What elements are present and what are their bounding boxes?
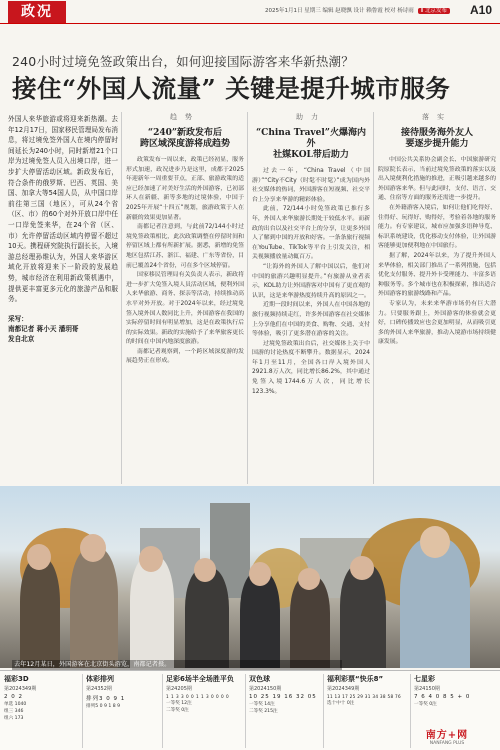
column-tag: 助力 [296,113,326,121]
lottery-issue: 第2024150期 [249,686,282,692]
kicker-headline: 240小时过境免签政策出台，如何迎接国际游客来华新热潮？ [12,54,354,69]
divider [323,674,324,748]
paragraph: 南都记者注意到，与此前72/144小时过境免签政策相比，此次政策调整在停留时间和停留区域上都有所新扩展。据悉，新增的免签地区包括江苏、浙江、福建、广东等省份，目前已覆盖24个省份，可在多个区域停留。 [126,224,244,269]
paragraph: 过去一年，“China Travel（中国游）”“City不City（时髦不时髦）”成为国内外社交媒体的热词，外国游客在短视频、社交平台上分享来华游的精彩体验。 [252,168,370,203]
column-body [126,156,244,367]
lottery-row: 选十中十 0注 [327,701,355,706]
person-head [27,544,51,570]
column-divider [373,112,374,484]
column-title: “China Travel”火爆海内外 社媒KOL带后助力 [256,128,366,160]
person [70,548,118,668]
photo-caption: 去年12月某日，外国游客在北京街头游览，南都记者摄。 [14,661,171,668]
lottery-numbers: 排列3 0 9 1 [86,696,126,702]
lottery-numbers: 11 13 17 25 29 31 34 38 58 76 [327,694,401,699]
person-head [249,562,271,586]
masthead [0,0,500,24]
lottery-block [166,674,234,713]
lottery-title: 足彩6场半全场胜平负 [166,675,234,683]
paragraph: 过境免签政策出台后，社交媒体上关于中国游的讨论热度不断攀升。数据显示，2024年1月至11月，全国各口岸入境外国人2921.8万人次，同比增长86.2%，其中通过免签入境1744.6万人次，同比增长123.3%。 [252,340,370,395]
lottery-issue: 第24352期 [86,686,112,692]
issue-info [265,6,450,14]
paragraph: 在外籍游客入境后，如何让他们吃得好、住得好、玩得好、购得好，考验着各地的服务能力。有专家建议，城市应加强多语种导览、标识系统建设，优化移动支付体验，让外国游客能够更加便利地在中国旅行。 [378,204,496,250]
lottery-block [327,674,401,706]
article-column-trend [126,112,244,367]
paragraph: 此前，72/144小时免签政策已推行多年，外国人来华旅游长期处于较低水平。而新政的出台以及社交平台上的分享，让更多外国人了解到中国的开放和好客。一条条旅行视频在YouTube、TikTok等平台上引发关注，相关视频播放量动辄百万。 [252,206,370,261]
main-headline: 接住“外国人流量” 关键是提升城市服务 [12,74,451,103]
lottery-row: 一等奖 0注 [414,702,437,707]
paragraph: 据了解，2024年以来，为了提升外国人来华体验，相关部门推出了一系列措施，包括优化支付服务、提升外卡受理能力、丰富多语种服务等。多个城市也在积极探索，推出适合外国游客的旅游线路和产品。 [378,252,496,298]
paragraph: “让海外的外国人了解中国以后，他们对中国的旅游兴趣明显提升。”有旅游从业者表示，KOL助力让外国游客对中国有了更直观的认识，这是来华游热度持续升高的原因之一。 [252,263,370,299]
column-tag: 趋势 [170,113,200,121]
logo-text: 南方+网 [425,730,469,741]
lottery-issue: 第2024349期 [4,686,37,692]
lottery-title: 七星彩 [414,675,435,683]
person-head [350,556,374,580]
lottery-block [249,674,317,714]
lottery-block [414,674,470,707]
lottery-numbers: 1 1 3 3 0 0 1 1 3 0 0 0 0 [166,694,230,699]
person-head [194,558,216,582]
issue-date: 2025年1月1日 星期三 编辑 赵晓飘 设计 赖鲁霞 校对 杨诗雨 [265,8,414,14]
nanfang-logo [402,726,492,748]
logo-subtext: NANFANG PLUS [429,741,465,746]
lottery-issue: 第24205期 [166,686,192,692]
paragraph: 国家移民管理局有关负责人表示，新政将进一步扩大免签入境人员活动区域，便利外国人来华旅游、商务、探亲等活动，持续推动高水平对外开放。对于2024年以来，经过境免签入境外国人数同比上升，外国游客在我国的实际停留时间有明显增加，这是在政策执行后的实际效果。新政的实施给予了来华旅客更长的时间在中国内地深度旅游。 [126,272,244,346]
page-number: A10 [469,3,492,17]
section-tag: 政况 [8,1,66,23]
lottery-row: 排列5 0 9 1 8 9 [86,704,121,709]
column-title: “240”新政发布后 跨区域深度游将成趋势 [139,128,230,149]
lottery-title: 双色球 [249,675,270,683]
person [240,572,280,668]
lottery-row: 一等奖 12注 [166,701,192,706]
lottery-numbers: 2 0 2 [4,694,23,700]
lottery-block [4,674,36,721]
lottery-title: 福利彩票“快乐8” [327,675,384,683]
lottery-block [86,674,125,709]
divider [162,674,163,748]
column-body [378,156,496,348]
article-column-support [252,112,370,397]
brand-badge: Ⅱ 北京发布 [418,8,450,14]
person-head [298,568,320,590]
column-body [252,167,370,397]
column-divider [247,112,248,484]
person-head [420,526,450,558]
paragraph: 专家认为，未来来华游市场仍有巨大潜力。只要服务跟上，外国游客的体验就会更好，口碑传播效应也会更加明显，从而吸引更多的外国人来华旅游，推动入境游市场持续健康发展。 [378,300,496,346]
person [130,556,174,668]
lead-paragraph: 外国人来华旅游或将迎来新热潮。去年12月17日，国家移民管理局发布消息，将过境免签外国人在境内停留时间延长为240小时，同时新增21个口岸为过境免签人员入出境口岸，进一步扩大停留活动区域。新政发布后，符合条件的俄罗斯、巴西、英国、美国、加拿大等54国人员，从中国口岸前往第三国（地区），可从24个省（区、市）的60个对外开放口岸中任一口岸免签来华，在24个省（区、市）允许停留活动区域内停留不超过10天。携程研究院执行副长长，入境游总经理孙维认为，外国人来华游区域化开放将迎来下一阶段的发展趋势，城市经济在利用新政策机遇中，提供更丰富更多元化的旅游产品和服务。 [8,115,118,304]
column-title: 接待服务海外友人 要逐步提升能力 [400,128,473,149]
lottery-issue: 第2024349期 [327,686,360,692]
paragraph: 中国公共关系协会副会长、中国旅游研究院原院长表示，当前过境免签政策的落实以及出入境便利化措施的推进，正吸引越来越多的外国游客来华。但与此同时，支付、语言、交通、住宿等方面的服务还需进一步提升。 [378,157,496,202]
lottery-numbers: 10 25 19 16 32 05 [249,694,317,700]
reporter-credit: 采写： 南都记者 蒋小天 潘玥哥 发自北京 [8,315,79,343]
lottery-row: 组三 346 [4,709,24,714]
column-tag: 落实 [422,113,452,121]
article-column-implement [378,112,496,348]
divider [82,674,83,748]
lottery-row: 二等奖 0注 [166,708,189,713]
lottery-issue: 第24150期 [414,686,440,692]
paragraph: 政策发布一周以来，政策已经初显，服务形式加速，政况进步乃是这里，成都于2025年迎新年一周重要节点，正部、旅游政策的适应已经加速了对美好生活的外国游客，已初部环人在新疆、新等多地的过境体验，中国于2025年开展“十四五”规划，旅游政策于人在新疆的效果更加显著。 [126,157,244,221]
lottery-row: 二等奖 215注 [249,709,278,714]
divider [245,674,246,748]
person-head [139,546,163,572]
person [20,558,60,668]
lottery-row: 一等奖 14注 [249,702,275,707]
paragraph: 近期一段时间以来，外国人在中国各地的旅行视频持续走红，许多外国游客在社交媒体上分享他们在中国的美食、购物、交通、支付等体验，吸引了更多潜在游客的关注。 [252,302,370,338]
lottery-numbers: 7 6 4 0 8 5 + 0 [414,694,471,700]
paragraph: 南都记者观察到，一个跨区域深度游的发展趋势正在形成。 [126,348,244,365]
lottery-row: 组六 173 [4,716,24,721]
lottery-row: 单选 1040 [4,702,27,707]
lottery-title: 福彩3D [4,675,29,683]
lottery-title: 体彩排列 [86,675,114,683]
person [185,568,229,668]
person-head [80,534,106,562]
news-photo [0,486,500,668]
column-divider [121,112,122,484]
